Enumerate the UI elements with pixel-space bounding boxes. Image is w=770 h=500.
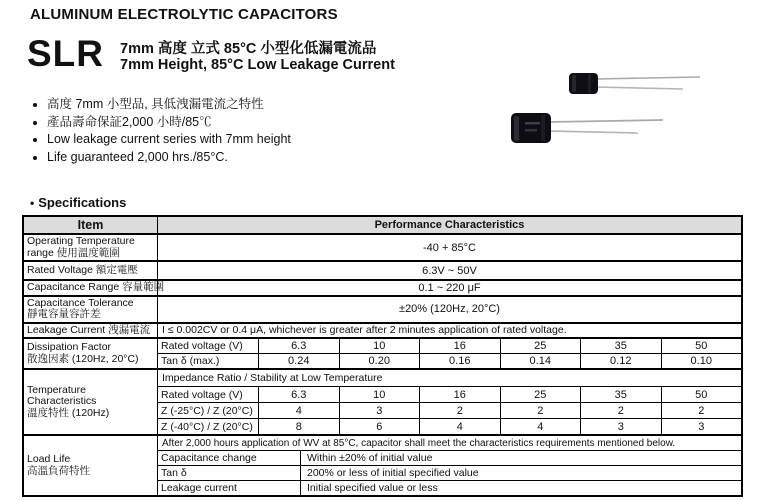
sub-row-label: Capacitance change: [161, 452, 257, 464]
table-row-operating-temperature: [24, 233, 741, 260]
row-label: Operating Temperature range 使用溫度範圍: [27, 235, 135, 259]
sub-row-label: Leakage current: [161, 482, 237, 494]
page-title: ALUMINUM ELECTROLYTIC CAPACITORS: [30, 6, 338, 23]
sub-row-label: Z (-25°C) / Z (20°C): [161, 404, 253, 417]
z25-cell: 2: [580, 403, 661, 418]
capacitor-photo-large: [511, 113, 663, 143]
feature-item: • 高度 7mm 小型品, 具低洩漏電流之特性: [47, 96, 291, 114]
voltage-cell: 10: [339, 387, 420, 402]
product-photos: [500, 58, 750, 168]
table-header-row: [24, 217, 741, 233]
load-life-condition-row: [158, 436, 741, 450]
impedance-note-row: [158, 370, 741, 386]
tan-delta-cell: 0.24: [258, 354, 339, 368]
row-label: Capacitance Tolerance 靜電容量容許差: [27, 296, 134, 320]
row-value: I ≤ 0.002CV or 0.4 μA, whichever is greater after 2 minutes application of rated voltage.: [157, 324, 741, 338]
load-life-tan-delta-row: [158, 465, 741, 480]
sub-row-label: Tan δ: [161, 467, 187, 479]
table-row-rated-voltage: [24, 260, 741, 279]
z40-cell: 4: [500, 419, 581, 434]
dissipation-rated-voltage-row: [158, 339, 741, 353]
z40-cell: 3: [580, 419, 661, 434]
tan-delta-cell: 0.10: [661, 354, 742, 368]
z25-cell: 3: [339, 403, 420, 418]
load-life-leakage-current-row: [158, 480, 741, 495]
series-subtitle-en: 7mm Height, 85°C Low Leakage Current: [120, 57, 395, 73]
voltage-cell: 50: [661, 339, 742, 353]
voltage-cell: 25: [500, 339, 581, 353]
group-label: Load Life 高溫負荷特性: [27, 453, 90, 477]
voltage-cell: 50: [661, 387, 742, 402]
feature-item: • Low leakage current series with 7mm height: [47, 131, 291, 149]
table-group-dissipation-factor: [24, 337, 741, 368]
z40-cell: 4: [419, 419, 500, 434]
voltage-cell: 16: [419, 387, 500, 402]
z40-cell: 6: [339, 419, 420, 434]
specifications-heading: [30, 195, 126, 210]
temperature-rated-voltage-row: [158, 386, 741, 402]
sub-row-value: Within ±20% of initial value: [300, 451, 741, 465]
row-value: 6.3V ~ 50V: [157, 262, 741, 279]
sub-row-label: Z (-40°C) / Z (20°C): [161, 420, 253, 433]
sub-row-value: Initial specified value or less: [300, 481, 741, 495]
bullet-icon: •: [30, 196, 35, 210]
impedance-z25-row: [158, 402, 741, 418]
group-label: Temperature Characteristics 溫度特性 (120Hz): [27, 383, 110, 419]
series-subtitle-zh: 7mm 高度 立式 85°C 小型化低漏電流品: [120, 41, 377, 57]
tan-delta-cell: 0.20: [339, 354, 420, 368]
voltage-cell: 6.3: [258, 387, 339, 402]
tan-delta-cell: 0.16: [419, 354, 500, 368]
impedance-z40-row: [158, 418, 741, 434]
group-label: Dissipation Factor 散逸因素 (120Hz, 20°C): [27, 341, 139, 365]
feature-item: • 產品壽命保証2,000 小時/85℃: [47, 114, 291, 132]
tan-delta-cell: 0.12: [580, 354, 661, 368]
row-value: -40 + 85°C: [157, 235, 741, 260]
sub-row-label: Tan δ (max.): [161, 355, 220, 367]
voltage-cell: 10: [339, 339, 420, 353]
z25-cell: 4: [258, 403, 339, 418]
voltage-cell: 16: [419, 339, 500, 353]
row-value: ±20% (120Hz, 20°C): [157, 297, 741, 322]
voltage-cell: 25: [500, 387, 581, 402]
feature-list: [33, 96, 291, 166]
sub-row-label: Rated voltage (V): [161, 340, 243, 352]
feature-item: • Life guaranteed 2,000 hrs./85°C.: [47, 149, 291, 167]
table-group-load-life: [24, 434, 741, 495]
series-name: SLR: [27, 33, 104, 74]
tan-delta-cell: 0.14: [500, 354, 581, 368]
voltage-cell: 6.3: [258, 339, 339, 353]
z25-cell: 2: [661, 403, 742, 418]
z25-cell: 2: [500, 403, 581, 418]
sub-row-value: 200% or less of initial specified value: [300, 466, 741, 480]
z25-cell: 2: [419, 403, 500, 418]
table-row-capacitance-range: [24, 279, 741, 295]
row-value: 0.1 ~ 220 μF: [157, 281, 741, 295]
capacitor-photo-small: [569, 73, 700, 94]
load-life-condition: After 2,000 hours application of WV at 85°C, capacitor shall meet the characteristics requirements mentioned below.: [162, 437, 676, 449]
table-row-leakage-current: [24, 322, 741, 338]
sub-row-label: Rated voltage (V): [161, 388, 243, 401]
row-label: Leakage Current 洩漏電流: [27, 323, 151, 336]
z40-cell: 8: [258, 419, 339, 434]
load-life-capacitance-change-row: [158, 450, 741, 465]
column-header-performance: Performance Characteristics: [157, 217, 741, 233]
dissipation-tan-delta-row: [158, 353, 741, 368]
voltage-cell: 35: [580, 387, 661, 402]
row-label: Rated Voltage 額定電壓: [27, 263, 138, 276]
impedance-note: Impedance Ratio / Stability at Low Temperature: [162, 372, 383, 384]
row-label: Capacitance Range 容量範圍: [27, 281, 165, 293]
specifications-table: [22, 215, 743, 497]
specifications-heading-label: Specifications: [38, 195, 127, 210]
voltage-cell: 35: [580, 339, 661, 353]
table-group-temperature-characteristics: [24, 368, 741, 434]
column-header-item: Item: [77, 218, 104, 232]
z40-cell: 3: [661, 419, 742, 434]
table-row-capacitance-tolerance: [24, 295, 741, 322]
